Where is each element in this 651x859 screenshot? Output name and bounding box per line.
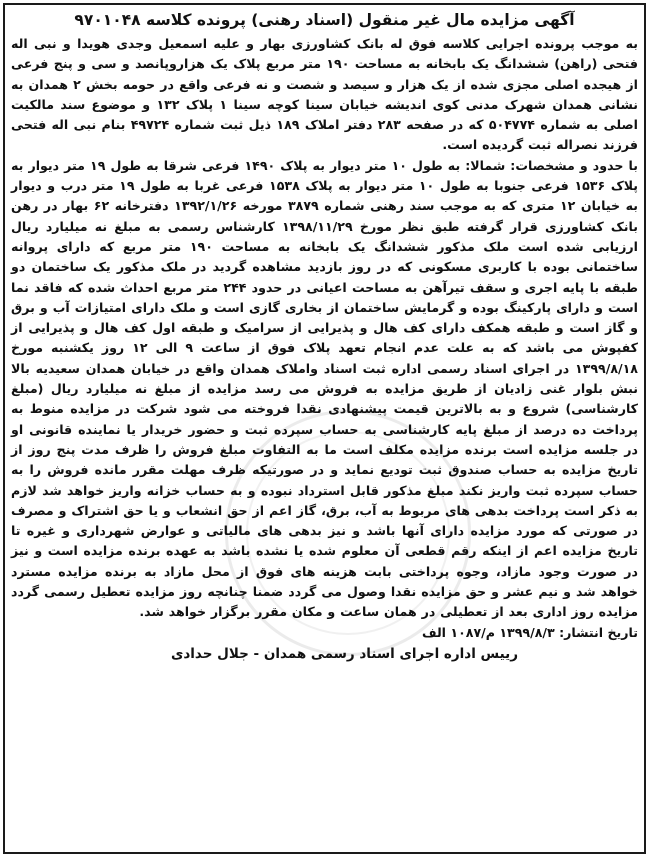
publish-date: تاریخ انتشار: ۱۳۹۹/۸/۳ م/۱۰۸۷ الف	[421, 624, 638, 640]
notice-paragraph-details: با حدود و مشخصات: شمالا: به طول ۱۰ متر دیوار به پلاک ۱۴۹۰ فرعی شرقا به طول ۱۹ متر دیوار به پلاک ۱۵۳۶ فرعی جنوبا به طول ۱۰ متر دیوار به پلاک ۱۵۳۸ فرعی غربا به طول ۱۹ متر درب و دیوار به خیابان ۱۲ متری که به موجب سند رهنی شماره ۳۸۷۹ مورخه ۱۳۹۲/۱/۲۶ دفترخانه ۶۲ بهار در رهن بانک کشاورزی قرار گرفته طبق نظر مورخ ۱۳۹۸/۱۱/۲۹ کارشناس رسمی به مبلغ نه میلیارد ریال ارزیابی شده است ملک مذکور ششدانگ یک بابخانه به مساحت ۱۹۰ متر مربع که دارای پروانه ساختمانی بوده با کاربری مسکونی که در روز بازدید مشاهده گردید در ملک مذکور یک ساختمان دو طبقه با پایه اجری و سقف تیرآهن به مساحت اعیانی در حدود ۲۴۴ متر مربع احداث شده که فاقد نما است و دارای پارکینگ بوده و گرمایش ساختمان از بخاری گازی است و ملک دارای امتیازات آب و برق و گاز است و طبقه همکف دارای کف هال و پذیرایی از سرامیک و طبقه اول کف هال و پذیرایی از کفپوش می باشد که به علت عدم انجام تعهد پلاک فوق از ساعت ۹ الی ۱۲ روز یکشنبه مورخ ۱۳۹۹/۸/۱۸ در اجرای اسناد رسمی اداره ثبت اسناد واملاک همدان واقع در خیابان همدان سعیدیه بالا نبش بلوار غنی زادیان از طریق مزایده به فروش می رسد مزایده از مبلغ نه میلیارد ریال (مبلغ کارشناسی) شروع و به بالاترین قیمت پیشنهادی نقدا فروخته می شود شرکت در مزایده منوط به پرداخت ده درصد از مبلغ پایه کارشناسی به حساب سپرده ثبت و حضور خریدار یا نماینده قانونی او در جلسه مزایده است برنده مزایده مکلف است ما به التفاوت مبلغ فروش را ظرف مدت پنج روز از تاریخ مزایده به حساب صندوق ثبت تودیع نماید و در صورتیکه ظرف مهلت مقرر مانده فروش را به حساب سپرده ثبت واریز نکند مبلغ مذکور قابل استرداد نبوده و به حساب خزانه واریز خواهد شد لازم به ذکر است پرداخت بدهی های مربوط به آب، برق، گاز اعم از حق انشعاب و یا حق اشتراک و مصرف در صورتی که مورد مزایده دارای آنها باشد و نیز بدهی های مالیاتی و عوارض شهرداری و غیره تا تاریخ مزایده اعم از اینکه رقم قطعی آن معلوم شده یا نشده باشد به عهده برنده مزایده است و نیز در صورت وجود مازاد، وجوه پرداختی بابت هزینه های فوق از محل مازاد به برنده مزایده مسترد خواهد شد و نیم عشر و حق مزایده نقدا وصول می گردد ضمنا چنانچه روز مزایده تعطیل رسمی گردد مزایده روز اداری بعد از تعطیلی در همان ساعت و مکان مقرر برگزار خواهد شد.	[11, 157, 638, 620]
notice-frame	[3, 3, 646, 854]
signature-line: رییس اداره اجرای اسناد رسمی همدان - جلال حدادی	[171, 645, 518, 662]
notice-paragraph-intro: به موجب پرونده اجرایی کلاسه فوق له بانک کشاورزی بهار و علیه اسمعیل وجدی هویدا و نبی اله فتحی (راهن) ششدانگ یک بابخانه به مساحت ۱۹۰ متر مربع پلاک یک هزاروپانصد و سی و پنج فرعی از هیجده اصلی مجزی شده از یک هزار و سیصد و شصت و نه فرعی واقع در حومه بخش ۲ همدان به نشانی همدان شهرک مدنی کوی اندیشه خیابان سینا کوچه سینا ۱ پلاک ۱۳۲ و موضوع سند مالکیت اصلی به شماره ۵۰۴۷۷۴ که در صفحه ۲۸۳ دفتر املاک ۱۸۹ ذیل ثبت شماره ۴۹۷۲۴ بنام نبی اله فتحی فرزند نصراله ثبت گردیده است.	[11, 36, 638, 153]
notice-body	[11, 9, 638, 848]
notice-title: آگهی مزایده مال غیر منقول (اسناد رهنی) پرونده کلاسه ۹۷۰۱۰۴۸	[74, 11, 575, 29]
